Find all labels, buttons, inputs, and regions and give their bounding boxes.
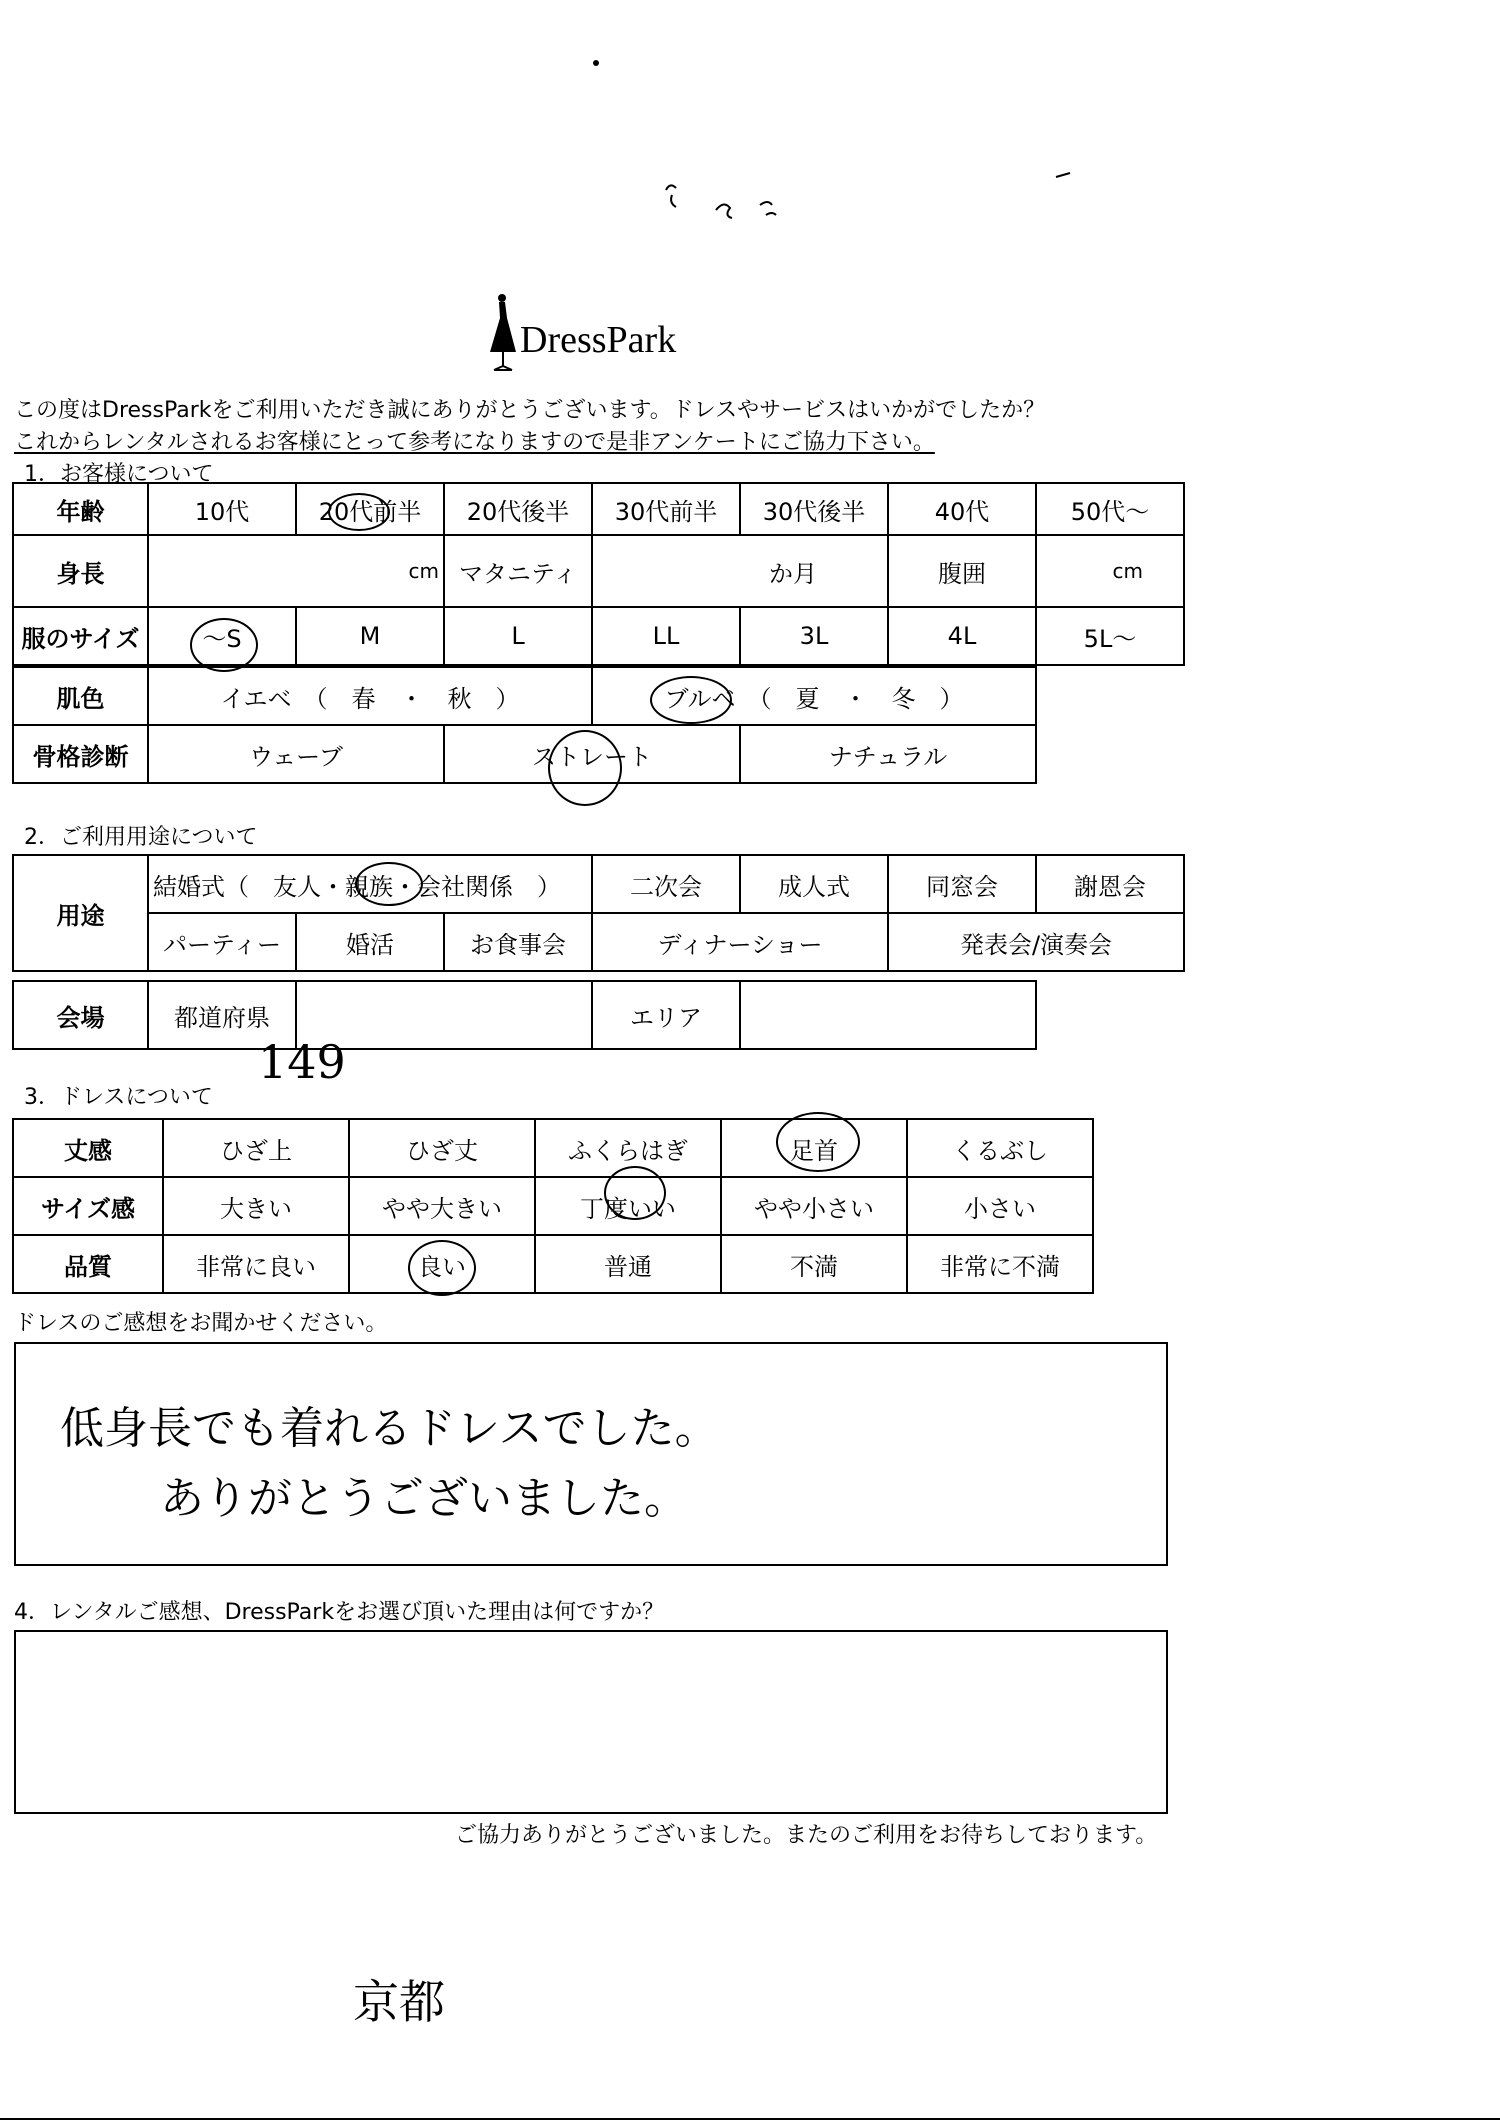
maternity-months-unit: か月 — [592, 535, 888, 607]
height-label: 身長 — [13, 535, 148, 607]
length-option: ひざ上 — [163, 1119, 349, 1177]
frame-label: 骨格診断 — [13, 725, 148, 783]
purpose-option: パーティー — [148, 913, 296, 971]
purpose-option: 婚活 — [296, 913, 444, 971]
maternity-label: マタニティ — [444, 535, 592, 607]
purpose-option: 謝恩会 — [1036, 855, 1184, 913]
age-option: 30代後半 — [740, 483, 888, 535]
area-label: エリア — [592, 981, 740, 1049]
quality-option: 非常に良い — [163, 1235, 349, 1293]
length-option: ふくらはぎ — [535, 1119, 721, 1177]
prefecture-field: 京都 — [296, 981, 592, 1049]
length-option-selected: 足首 — [721, 1119, 907, 1177]
section-3-title: 3．ドレスについて — [24, 1085, 213, 1110]
purpose-option: ディナーショー — [592, 913, 888, 971]
usage-table — [12, 854, 1185, 972]
feedback-handwritten-line-2: ありがとうございました。 — [160, 1473, 688, 1524]
feedback-handwritten-line-1: 低身長でも着れるドレスでした。 — [60, 1403, 719, 1454]
purpose-option: 発表会/演奏会 — [888, 913, 1184, 971]
fit-option: 小さい — [907, 1177, 1093, 1235]
purpose-option: お食事会 — [444, 913, 592, 971]
quality-option: 非常に不満 — [907, 1235, 1093, 1293]
venue-label: 会場 — [13, 981, 148, 1049]
bottom-rule — [0, 2118, 1500, 2120]
height-field: 149 cm — [148, 535, 444, 607]
purpose-label: 用途 — [13, 855, 148, 971]
length-label: 丈感 — [13, 1119, 163, 1177]
purpose-option: 同窓会 — [888, 855, 1036, 913]
age-option: 20代後半 — [444, 483, 592, 535]
size-option: LL — [592, 607, 740, 665]
age-option: 50代～ — [1036, 483, 1184, 535]
quality-option: 不満 — [721, 1235, 907, 1293]
size-option: L — [444, 607, 592, 665]
size-option: M — [296, 607, 444, 665]
length-option: くるぶし — [907, 1119, 1093, 1177]
waist-label: 腹囲 — [888, 535, 1036, 607]
height-unit: cm — [408, 559, 439, 583]
dress-table — [12, 1118, 1094, 1294]
length-option: ひざ丈 — [349, 1119, 535, 1177]
waist-unit: cm — [1036, 535, 1184, 607]
area-value — [740, 981, 1036, 1049]
frame-option: ウェーブ — [148, 725, 444, 783]
size-option: 3L — [740, 607, 888, 665]
fit-option: やや小さい — [721, 1177, 907, 1235]
purpose-wedding-selected: 結婚式（ 友人・親族・会社関係 ） — [148, 855, 592, 913]
skin-label: 肌色 — [13, 667, 148, 725]
size-option: 4L — [888, 607, 1036, 665]
brand-name: DressPark — [520, 319, 677, 361]
fit-option: やや大きい — [349, 1177, 535, 1235]
quality-option: 普通 — [535, 1235, 721, 1293]
size-label: 服のサイズ — [13, 607, 148, 665]
quality-option-selected: 良い — [349, 1235, 535, 1293]
fit-option: 大きい — [163, 1177, 349, 1235]
feedback-prompt: ドレスのご感想をお聞かせください。 — [14, 1311, 388, 1336]
age-option-selected: 20代前半 — [296, 483, 444, 535]
purpose-option: 二次会 — [592, 855, 740, 913]
fit-label: サイズ感 — [13, 1177, 163, 1235]
closing-message: ご協力ありがとうございました。またのご利用をお待ちしております。 — [455, 1823, 1158, 1848]
frame-option-selected: ストレート — [444, 725, 740, 783]
age-option: 30代前半 — [592, 483, 740, 535]
section-4-title: 4．レンタルご感想、DressParkをお選び頂いた理由は何ですか？ — [14, 1600, 665, 1625]
age-option: 10代 — [148, 483, 296, 535]
section-1-title: 1．お客様について — [24, 462, 214, 487]
age-option: 40代 — [888, 483, 1036, 535]
skin-frame-table — [12, 666, 1037, 784]
intro-request-text: これからレンタルされるお客様にとって参考になりますので是非アンケートにご協力下さい。 — [14, 430, 935, 455]
section-2-title: 2．ご利用用途について — [24, 825, 258, 850]
intro-text: この度はDressParkをご利用いただき誠にありがとうございます。ドレスやサービスはいかがでしたか？ — [14, 398, 1046, 423]
purpose-option: 成人式 — [740, 855, 888, 913]
skin-blue-base-selected: ブルベ （ 夏 ・ 冬 ） — [592, 667, 1036, 725]
quality-label: 品質 — [13, 1235, 163, 1293]
age-label: 年齢 — [13, 483, 148, 535]
prefecture-label: 都道府県 — [148, 981, 296, 1049]
reason-box — [14, 1630, 1168, 1814]
fit-option-selected: 丁度いい — [535, 1177, 721, 1235]
skin-yellow-base: イエベ （ 春 ・ 秋 ） — [148, 667, 592, 725]
size-option-selected: ～S — [148, 607, 296, 665]
scan-speckle-marks — [580, 55, 1100, 245]
frame-option: ナチュラル — [740, 725, 1036, 783]
size-option: 5L～ — [1036, 607, 1184, 665]
